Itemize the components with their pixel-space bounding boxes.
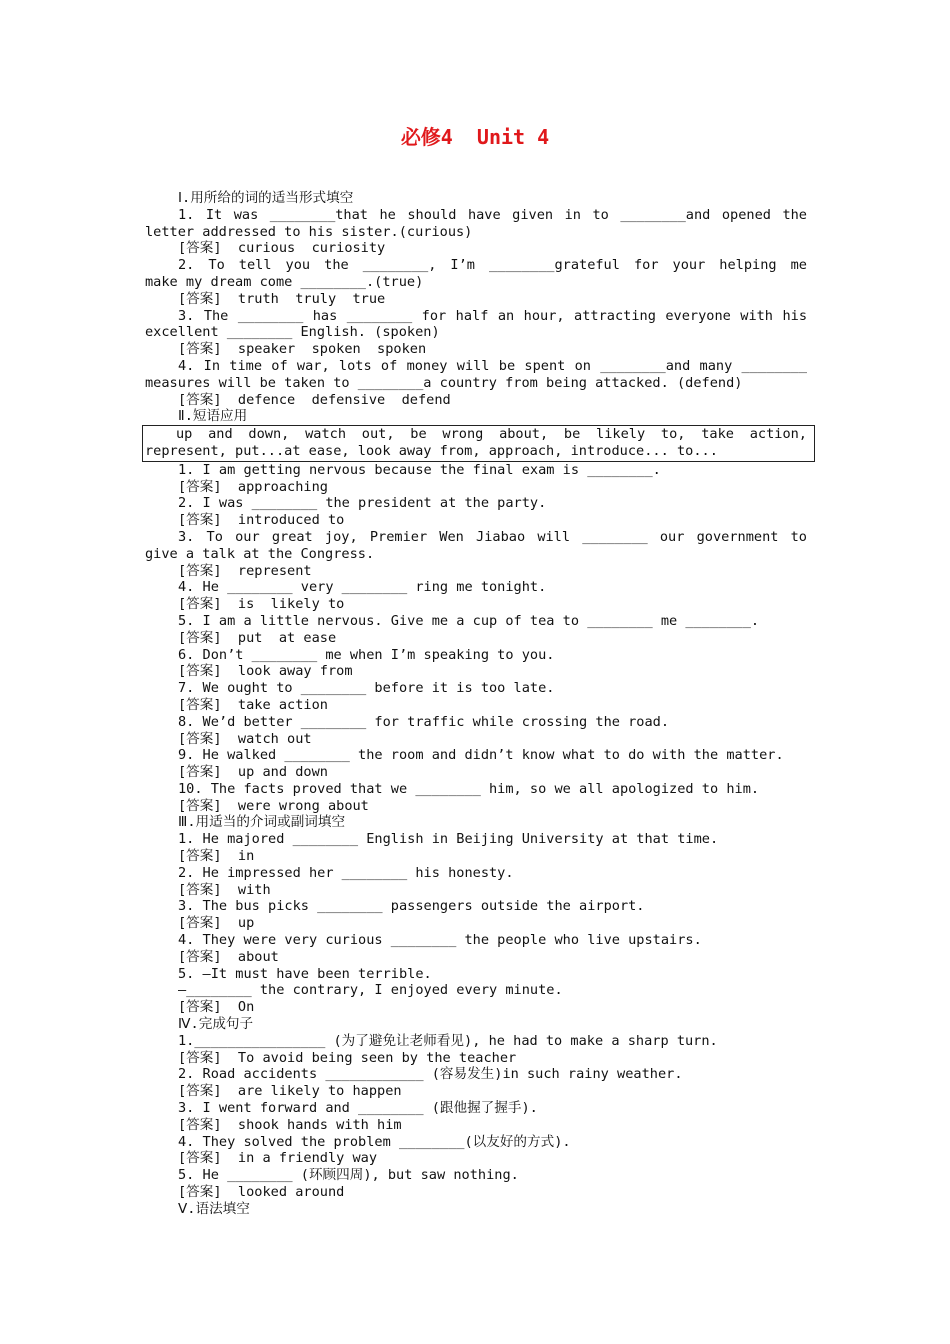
text-line: excellent ________ English. (spoken) — [145, 324, 440, 341]
text-line: [答案] introduced to — [178, 512, 345, 529]
text-line: Ⅴ.语法填空 — [178, 1200, 250, 1217]
text-line: [答案] is likely to — [178, 596, 345, 613]
text-line: [答案] are likely to happen — [178, 1083, 402, 1100]
text-line: [答案] up and down — [178, 764, 328, 781]
text-line: 3. The bus picks ________ passengers outside the airport. — [178, 898, 645, 915]
text-line: —________ the contrary, I enjoyed every minute. — [178, 982, 563, 999]
text-line: 2. He impressed her ________ his honesty. — [178, 864, 514, 881]
text-line: [答案] truth truly true — [178, 290, 386, 307]
text-line: letter addressed to his sister.(curious) — [145, 223, 473, 240]
text-line: 1. He majored ________ English in Beijing University at that time. — [178, 831, 719, 848]
text-line: 7. We ought to ________ before it is too late. — [178, 680, 555, 697]
document-body — [145, 190, 807, 1218]
phrase-line: represent, put...at ease, look away from, approach, introduce... to... — [145, 442, 718, 459]
text-line: 4. They solved the problem ________(以友好的方式). — [178, 1133, 571, 1150]
text-line: 1. It was ________that he should have given in to ________and opened the — [178, 206, 807, 223]
text-line: 1.________________ (为了避免让老师看见), he had to make a sharp turn. — [178, 1032, 718, 1049]
text-line: 5. He ________ (环顾四周), but saw nothing. — [178, 1167, 519, 1184]
text-line: 9. He walked ________ the room and didn’t know what to do with the matter. — [178, 747, 784, 764]
text-line: 2. To tell you the ________, I’m ________grateful for your helping me — [178, 257, 807, 274]
text-line: [答案] represent — [178, 562, 312, 579]
text-line: Ⅳ.完成句子 — [178, 1016, 254, 1033]
text-line: [答案] about — [178, 948, 279, 965]
text-line: [答案] with — [178, 881, 271, 898]
text-line: 3. I went forward and ________ (跟他握了握手). — [178, 1100, 538, 1117]
text-line: 4. He ________ very ________ ring me tonight. — [178, 579, 547, 596]
text-line: 5. —It must have been terrible. — [178, 965, 432, 982]
text-line: [答案] in a friendly way — [178, 1150, 378, 1167]
text-line: 2. Road accidents ____________ (容易发生)in such rainy weather. — [178, 1066, 683, 1083]
page-title: 必修4 Unit 4 — [400, 125, 550, 149]
text-line: [答案] up — [178, 915, 255, 932]
text-line: 3. The ________ has ________ for half an hour, attracting everyone with his — [178, 307, 807, 324]
text-line: 4. They were very curious ________ the people who live upstairs. — [178, 932, 702, 949]
section-exercises-rest — [145, 462, 807, 1218]
text-line: [答案] To avoid being seen by the teacher — [178, 1049, 517, 1066]
text-line: 2. I was ________ the president at the party. — [178, 495, 547, 512]
text-line: [答案] looked around — [178, 1184, 345, 1201]
text-line: [答案] in — [178, 848, 255, 865]
text-line: 5. I am a little nervous. Give me a cup of tea to ________ me ________. — [178, 612, 760, 629]
text-line: Ⅱ.短语应用 — [178, 408, 248, 425]
text-line: [答案] put at ease — [178, 629, 337, 646]
text-line: [答案] approaching — [178, 478, 328, 495]
text-line: 8. We’d better ________ for traffic while crossing the road. — [178, 713, 670, 730]
phrase-line: up and down, watch out, be wrong about, be likely to, take action, — [176, 426, 807, 443]
text-line: [答案] defence defensive defend — [178, 391, 451, 408]
text-line: give a talk at the Congress. — [145, 545, 375, 562]
text-line: [答案] speaker spoken spoken — [178, 341, 427, 358]
text-line: measures will be taken to ________a country from being attacked. (defend) — [145, 374, 743, 391]
text-line: [答案] On — [178, 999, 255, 1016]
text-line: [答案] watch out — [178, 730, 312, 747]
text-line: [答案] take action — [178, 696, 328, 713]
text-line: [答案] look away from — [178, 663, 353, 680]
text-line: [答案] curious curiosity — [178, 240, 386, 257]
text-line: 4. In time of war, lots of money will be spent on ________and many ________ — [178, 357, 807, 374]
text-line: Ⅰ.用所给的词的适当形式填空 — [178, 190, 354, 206]
text-line: 6. Don’t ________ me when I’m speaking to you. — [178, 646, 555, 663]
phrase-box — [142, 425, 815, 462]
text-line: [答案] shook hands with him — [178, 1116, 402, 1133]
text-line: 10. The facts proved that we ________ him, so we all apologized to him. — [178, 780, 760, 797]
text-line: [答案] were wrong about — [178, 797, 369, 814]
text-line: Ⅲ.用适当的介词或副词填空 — [178, 814, 346, 831]
section-exercise-1 — [145, 190, 807, 425]
text-line: make my dream come ________.(true) — [145, 273, 424, 290]
text-line: 3. To our great joy, Premier Wen Jiabao will ________ our government to — [178, 528, 807, 545]
text-line: 1. I am getting nervous because the final exam is ________. — [178, 461, 661, 478]
